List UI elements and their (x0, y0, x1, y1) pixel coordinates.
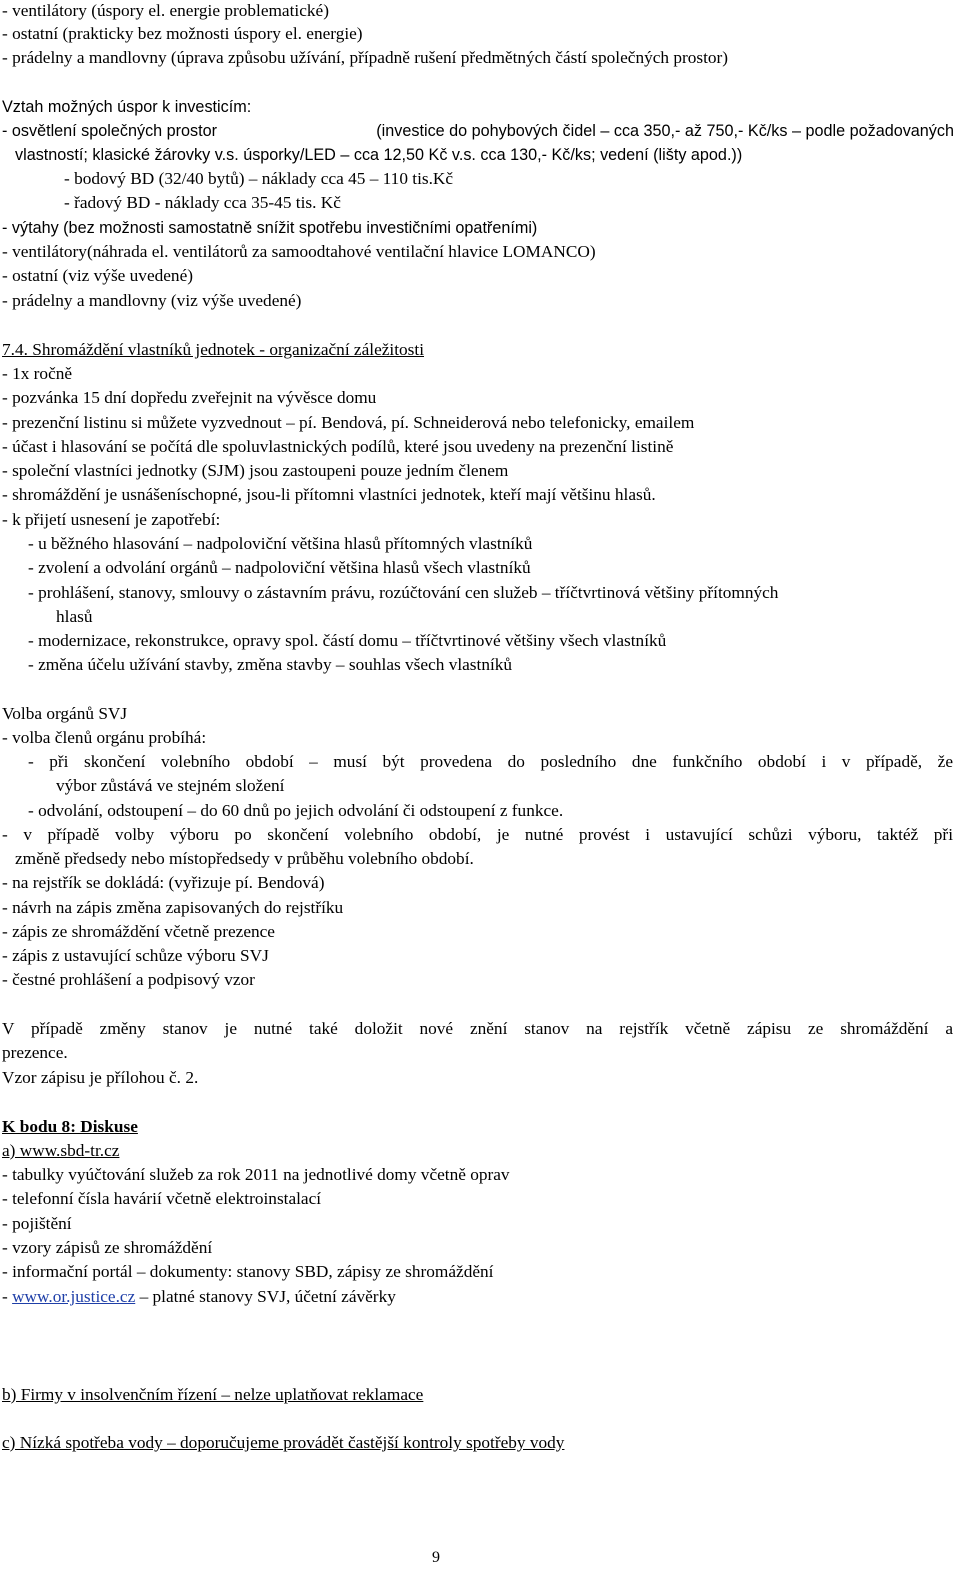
list-item: - pozvánka 15 dní dopředu zveřejnit na vývěsce domu (2, 388, 377, 407)
section-heading: Vztah možných úspor k investicím: (2, 98, 252, 116)
list-item: - modernizace, rekonstrukce, opravy spol. částí domu – tříčtvrtinové většiny všech vlastníků (28, 631, 667, 650)
text-line: - ostatní (prakticky bez možnosti úspory el. energie) (2, 24, 363, 43)
list-item: - u běžného hlasování – nadpoloviční většina hlasů přítomných vlastníků (28, 534, 533, 553)
list-item: - zápis z ustavující schůze výboru SVJ (2, 946, 269, 965)
list-item: - prohlášení, stanovy, smlouvy o zástavním právu, rozúčtování cen služeb – tříčtvrtinová většiny přítomných (28, 583, 779, 602)
link-line[interactable]: a) www.sbd-tr.cz (2, 1141, 120, 1160)
list-item: - vzory zápisů ze shromáždění (2, 1238, 213, 1257)
text-part: - (2, 1287, 13, 1306)
list-item: hlasů (56, 607, 93, 626)
text-part: – platné stanovy SVJ, účetní závěrky (135, 1287, 396, 1306)
section-heading: K bodu 8: Diskuse (2, 1117, 138, 1136)
text-line: - ventilátory(náhrada el. ventilátorů za samoodtahové ventilační hlavice LOMANCO) (2, 242, 596, 261)
text-line: změně předsedy nebo místopředsedy v průběhu volebního období. (15, 849, 474, 868)
text-line: c) Nízká spotřeba vody – doporučujeme provádět častější kontroly spotřeby vody (2, 1433, 565, 1452)
text-part: (investice do pohybových čidel – cca 350,- až 750,- Kč/ks – podle požadovaných (376, 122, 954, 140)
text-line: - na rejstřík se dokládá: (vyřizuje pí. Bendová) (2, 873, 325, 892)
list-item: - návrh na zápis změna zapisovaných do rejstříku (2, 898, 344, 917)
list-item: - účast i hlasování se počítá dle spoluvlastnických podílů, které jsou uvedeny na prezenční listině (2, 437, 674, 456)
list-item: - společní vlastníci jednotky (SJM) jsou zastoupeni pouze jedním členem (2, 461, 509, 480)
section-heading: Volba orgánů SVJ (2, 704, 128, 723)
list-item (2, 1286, 396, 1308)
text-line: - v případě volby výboru po skončení volebního období, je nutné provést i ustavující schůzi výboru, taktéž při (2, 825, 953, 844)
text-part: - osvětlení společných prostor (2, 122, 218, 140)
text-line: - prádelny a mandlovny (úprava způsobu užívání, případně rušení předmětných částí společných prostor) (2, 48, 729, 67)
text-line (2, 120, 954, 142)
text-line: - prádelny a mandlovny (viz výše uvedené) (2, 291, 302, 310)
list-item: - zvolení a odvolání orgánů – nadpoloviční většina hlasů všech vlastníků (28, 558, 531, 577)
list-item: - informační portál – dokumenty: stanovy SBD, zápisy ze shromáždění (2, 1262, 494, 1281)
list-item: - tabulky vyúčtování služeb za rok 2011 na jednotlivé domy včetně oprav (2, 1165, 510, 1184)
section-heading: 7.4. Shromáždění vlastníků jednotek - organizační záležitosti (2, 340, 424, 359)
list-item: - pojištění (2, 1214, 72, 1233)
paragraph-line: prezence. (2, 1043, 68, 1062)
list-item: - telefonní čísla havárií včetně elektroinstalací (2, 1189, 322, 1208)
list-item: - čestné prohlášení a podpisový vzor (2, 970, 255, 989)
text-line: výbor zůstává ve stejném složení (56, 776, 285, 795)
text-line: - výtahy (bez možnosti samostatně snížit spotřebu investičními opatřeními) (2, 219, 538, 237)
text-line: - při skončení volebního období – musí být provedena do posledního dne funkčního období i v případě, že (28, 752, 953, 771)
text-line: - bodový BD (32/40 bytů) – náklady cca 45 – 110 tis.Kč (64, 169, 454, 188)
text-line: - řadový BD - náklady cca 35-45 tis. Kč (64, 193, 341, 212)
page-number: 9 (432, 1549, 440, 1566)
list-item: - zápis ze shromáždění včetně prezence (2, 922, 275, 941)
list-item: - k přijetí usnesení je zapotřebí: (2, 510, 221, 529)
list-item: - shromáždění je usnášeníschopné, jsou-li přítomni vlastníci jednotek, kteří mají většinu hlasů. (2, 485, 656, 504)
list-item: - 1x ročně (2, 364, 73, 383)
text-line: vlastností; klasické žárovky v.s. úsporky/LED – cca 12,50 Kč v.s. cca 130,- Kč/ks; vedení (lišty apod.)) (15, 146, 743, 164)
text-line: - ostatní (viz výše uvedené) (2, 266, 193, 285)
text-line: Vzor zápisu je přílohou č. 2. (2, 1068, 199, 1087)
list-item: - změna účelu užívání stavby, změna stavby – souhlas všech vlastníků (28, 655, 513, 674)
list-item: - prezenční listinu si můžete vyzvednout – pí. Bendová, pí. Schneiderová nebo telefonicky, emailem (2, 413, 695, 432)
text-line: - volba členů orgánu probíhá: (2, 728, 207, 747)
text-line: - odvolání, odstoupení – do 60 dnů po jejich odvolání či odstoupení z funkce. (28, 801, 564, 820)
justice-link[interactable]: www.or.justice.cz (12, 1287, 136, 1306)
paragraph-line: V případě změny stanov je nutné také doložit nové znění stanov na rejstřík včetně zápisu ze shromáždění a (2, 1019, 953, 1038)
text-line: - ventilátory (úspory el. energie problematické) (2, 1, 329, 20)
text-line: b) Firmy v insolvenčním řízení – nelze uplatňovat reklamace (2, 1385, 424, 1404)
